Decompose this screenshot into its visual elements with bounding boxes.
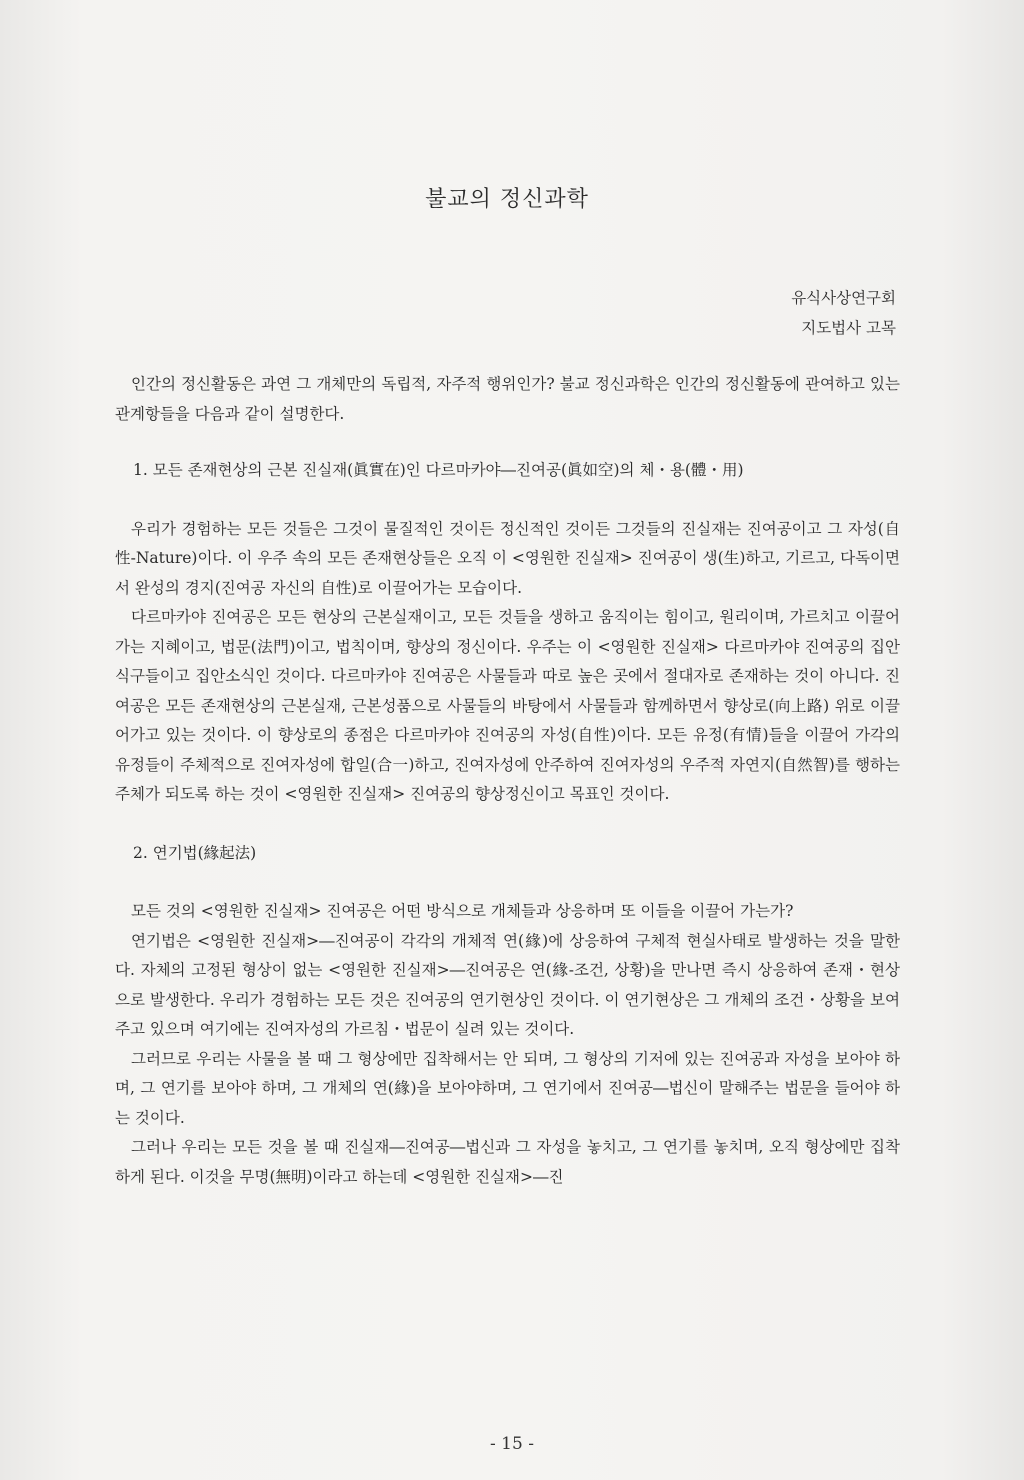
document-title: 불교의 정신과학 (425, 187, 589, 212)
document-body (115, 370, 900, 1192)
intro-paragraph: 인간의 정신활동은 과연 그 개체만의 독립적, 자주적 행위인가? 불교 정신과학은 인간의 정신활동에 관여하고 있는 관계항들을 다음과 같이 설명한다. (115, 375, 900, 423)
page-number: - 15 - (490, 1434, 534, 1454)
section-1-paragraph: 다르마카야 진여공은 모든 현상의 근본실재이고, 모든 것들을 생하고 움직이는 힘이고, 원리이며, 가르치고 이끌어가는 지혜이고, 법문(法門)이고, 법칙이며, 향상의 정신이다. 우주는 이 <영원한 진실재> 다르마카야 진여공의 집안 식구들이고 집안소식인 것이다. 다르마카야 진여공은 사물들과 따로 높은 곳에서 절대자로 존재하는 것이 아니다. 진여공은 모든 존재현상의 근본실재, 근본성품으로 사물들의 바탕에서 사물들과 함께하면서 향상로(向上路) 위로 이끌어가고 있는 것이다. 이 향상로의 종점은 다르마카야 진여공의 자성(自性)이다. 모든 유정(有情)들을 이끌어 가각의 유정들이 주체적으로 진여자성에 합일(合一)하고, 진여자성에 안주하여 진여자성의 우주적 자연지(自然智)를 행하는 주체가 되도록 하는 것이 <영원한 진실재> 진여공의 향상정신이고 목표인 것이다. (115, 608, 900, 803)
section-2-paragraph: 그러므로 우리는 사물을 볼 때 그 형상에만 집착해서는 안 되며, 그 형상의 기저에 있는 진여공과 자성을 보아야 하며, 그 연기를 보아야 하며, 그 개체의 연(緣)을 보아야하며, 그 연기에서 진여공―법신이 말해주는 법문을 들어야 하는 것이다. (115, 1049, 900, 1127)
section-1-paragraph: 우리가 경험하는 모든 것들은 그것이 물질적인 것이든 정신적인 것이든 그것들의 진실재는 진여공이고 그 자성(自性-Nature)이다. 이 우주 속의 모든 존재현상들은 오직 이 <영원한 진실재> 진여공이 생(生)하고, 기르고, 다독이면서 완성의 경지(진여공 자신의 自性)로 이끌어가는 모습이다. (115, 519, 900, 597)
section-2-paragraph: 연기법은 <영원한 진실재>―진여공이 각각의 개체적 연(緣)에 상응하여 구체적 현실사태로 발생하는 것을 말한다. 자체의 고정된 형상이 없는 <영원한 진실재>―진여공은 연(緣-조건, 상황)을 만나면 즉시 상응하여 존재・현상으로 발생한다. 우리가 경험하는 모든 것은 진여공의 연기현상인 것이다. 이 연기현상은 그 개체의 조건・상황을 보여주고 있으며 여기에는 진여자성의 가르침・법문이 실려 있는 것이다. (115, 931, 900, 1038)
section-2-paragraph: 모든 것의 <영원한 진실재> 진여공은 어떤 방식으로 개체들과 상응하며 또 이들을 이끌어 가는가? (131, 902, 794, 920)
section-2-heading: 2. 연기법(緣起法) (133, 843, 257, 862)
author-organization: 유식사상연구회 (791, 289, 896, 307)
section-2-paragraph: 그러나 우리는 모든 것을 볼 때 진실재―진여공―법신과 그 자성을 놓치고, 그 연기를 놓치며, 오직 형상에만 집착하게 된다. 이것을 무명(無明)이라고 하는데 <영원한 진실재>―진 (115, 1138, 900, 1186)
author-name: 지도법사 고목 (801, 319, 896, 337)
section-1-heading: 1. 모든 존재현상의 근본 진실재(眞實在)인 다르마카야―진여공(眞如空)의 체・용(體・用) (133, 461, 744, 479)
